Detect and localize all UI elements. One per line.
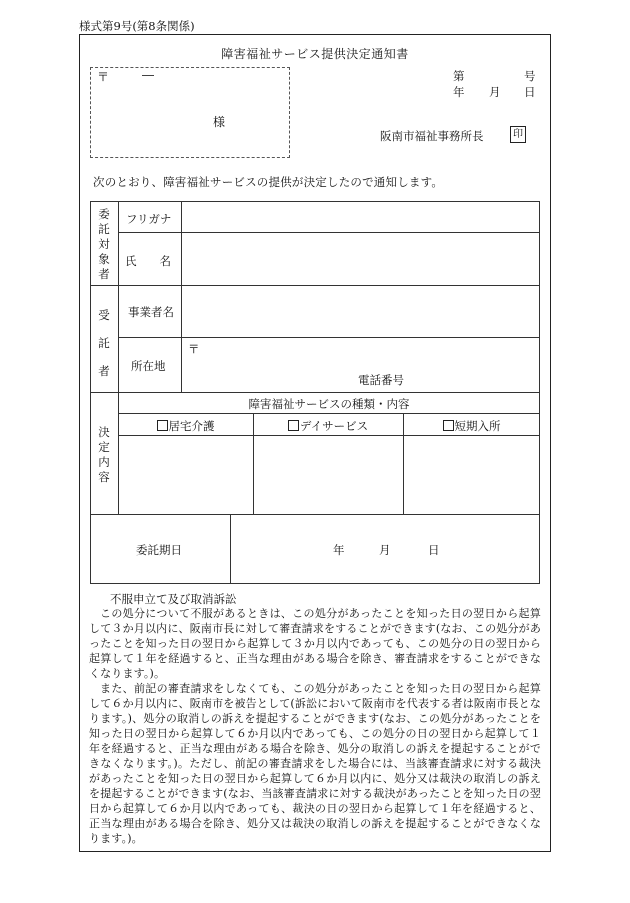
business-name-label: 事業者名 [128, 305, 174, 319]
contractor-postal-mark: 〒 [188, 342, 200, 356]
service-option-home-care[interactable] [118, 418, 253, 434]
address-box [90, 67, 290, 158]
phone-label: 電話番号 [358, 373, 404, 387]
issuer-title: 阪南市福祉事務所長 [380, 129, 484, 143]
period-year: 年 [333, 543, 345, 557]
location-label: 所在地 [131, 359, 166, 373]
postal-dash: ― [142, 68, 154, 82]
appeal-notice [89, 606, 541, 846]
furigana-label: フリガナ [126, 212, 172, 226]
period-day: 日 [428, 543, 440, 557]
service-option-label: 短期入所 [454, 419, 501, 433]
postal-mark: 〒 [97, 70, 110, 84]
seal-mark: 印 [510, 126, 526, 143]
appeal-paragraph: また、前記の審査請求をしなくても、この処分があったことを知った日の翌日から起算して６か月以内に、阪南市を被告として(訴訟において阪南市を代表する者は阪南市長となります。)、処分の取消しの訴えを提起することができます(なお、この処分があったことを知った日の翌日から起算して６か月以内であっても、この処分の日の翌日から起算して１年を経過すると、正当な理由がある場合を除き、処分の取消しの訴えを提起することができなくなります。)。ただし、前記の審査請求をした場合には、当該審査請求に対する裁決があったことを知った日の翌日から起算して６か月以内に、処分又は裁決の取消しの訴えを提起することができます(なお、当該審査請求に対する裁決があったことを知った日の翌日から起算して６か月以内であっても、裁決の日の翌日から起算して１年を経過すると、正当な理由がある場合を除き、処分又は裁決の取消しの訴えを提起することができなくなります。)。 [89, 682, 541, 845]
checkbox-icon [157, 420, 168, 431]
period-month: 月 [379, 543, 391, 557]
decision-heading: 決定内容 [98, 425, 110, 484]
date-day: 日 [524, 85, 536, 99]
appeal-paragraph: この処分について不服があるときは、この処分があったことを知った日の翌日から起算して３か月以内に、阪南市長に対して審査請求をすることができます(なお、この処分があったことを知った日の翌日から起算して３か月以内であっても、この処分の日の翌日から起算して１年を経過すると、正当な理由がある場合を除き、審査請求をすることができなくなります。)。 [89, 607, 541, 680]
date-year: 年 [453, 85, 465, 99]
consigned-person-heading: 委託対象者 [98, 207, 110, 281]
service-option-short-stay[interactable] [403, 418, 540, 434]
intro-text: 次のとおり、障害福祉サービスの提供が決定したので通知します。 [93, 175, 444, 189]
period-label: 委託期日 [136, 543, 182, 557]
document-title: 障害福祉サービス提供決定通知書 [221, 47, 409, 61]
document-number-prefix: 第 [453, 69, 465, 83]
service-option-label: 居宅介護 [168, 419, 215, 433]
service-option-label: デイサービス [299, 419, 369, 433]
appeal-title: 不服申立て及び取消訴訟 [110, 592, 237, 606]
document-number-suffix: 号 [524, 69, 536, 83]
name-label: 氏 名 [125, 254, 171, 268]
date-month: 月 [489, 85, 501, 99]
service-option-day-service[interactable] [253, 418, 403, 434]
service-type-heading: 障害福祉サービスの種類・内容 [248, 397, 410, 411]
form-number-label: 様式第9号(第8条関係) [79, 19, 195, 33]
recipient-honorific: 様 [213, 115, 226, 129]
checkbox-icon [443, 420, 454, 431]
contractor-heading: 受託者 [98, 308, 110, 378]
checkbox-icon [288, 420, 299, 431]
